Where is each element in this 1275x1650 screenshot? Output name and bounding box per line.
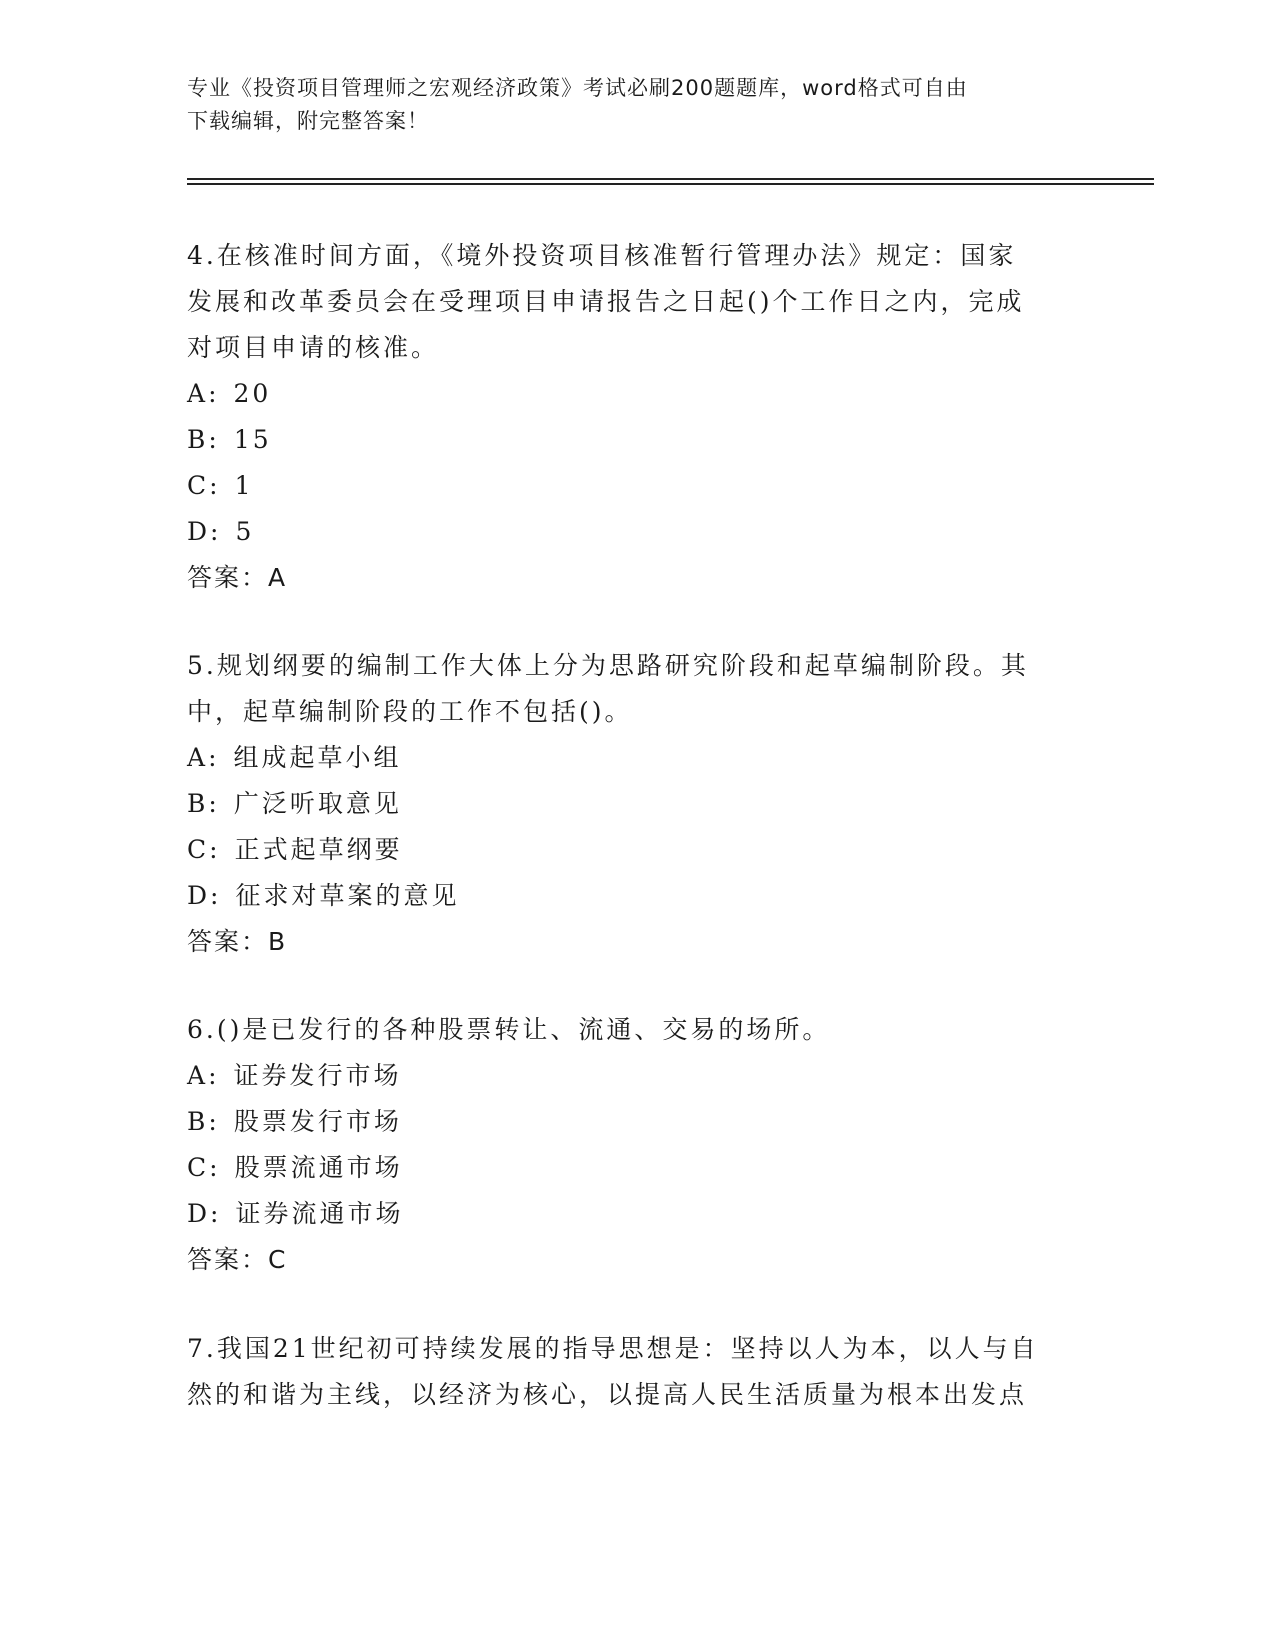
answer-line: 答案：A bbox=[187, 563, 288, 592]
option-key: C bbox=[187, 835, 210, 864]
answer-line: 答案：B bbox=[187, 927, 288, 956]
question-stem-line: 7.我国21世纪初可持续发展的指导思想是：坚持以人为本，以人与自 bbox=[187, 1334, 1039, 1363]
option-key: D bbox=[187, 1199, 211, 1228]
option-c: C: 股票流通市场 bbox=[187, 1145, 1077, 1191]
option-b: B: 广泛听取意见 bbox=[187, 781, 1077, 827]
option-text: 股票流通市场 bbox=[234, 1153, 403, 1182]
option-key: A bbox=[187, 379, 209, 408]
option-text: 5 bbox=[235, 517, 255, 546]
question-6 bbox=[187, 1007, 1077, 1283]
question-stem bbox=[187, 643, 1077, 735]
option-a: A: 证券发行市场 bbox=[187, 1053, 1077, 1099]
option-b: B: 15 bbox=[187, 417, 1077, 463]
option-b: B: 股票发行市场 bbox=[187, 1099, 1077, 1145]
option-key: A bbox=[187, 1061, 209, 1090]
question-stem-line: 4.在核准时间方面，《境外投资项目核准暂行管理办法》规定：国家 bbox=[187, 241, 1017, 270]
option-text: 组成起草小组 bbox=[233, 743, 402, 772]
document-header bbox=[187, 72, 1087, 138]
option-text: 征求对草案的意见 bbox=[235, 881, 460, 910]
option-d: D: 征求对草案的意见 bbox=[187, 873, 1077, 919]
question-stem bbox=[187, 1007, 1077, 1053]
question-stem-line: 5.规划纲要的编制工作大体上分为思路研究阶段和起草编制阶段。其 bbox=[187, 651, 1029, 680]
option-key: D bbox=[187, 517, 211, 546]
header-divider-bottom bbox=[187, 183, 1154, 185]
question-5 bbox=[187, 643, 1077, 965]
question-stem bbox=[187, 1326, 1077, 1418]
option-text: 证券流通市场 bbox=[235, 1199, 404, 1228]
question-stem-line: 然的和谐为主线，以经济为核心，以提高人民生活质量为根本出发点 bbox=[187, 1380, 1028, 1409]
option-text: 15 bbox=[233, 425, 272, 454]
question-7 bbox=[187, 1326, 1077, 1418]
question-stem bbox=[187, 233, 1077, 371]
option-text: 广泛听取意见 bbox=[233, 789, 402, 818]
option-c: C: 1 bbox=[187, 463, 1077, 509]
answer-line: 答案：C bbox=[187, 1245, 288, 1274]
option-a: A: 20 bbox=[187, 371, 1077, 417]
option-text: 股票发行市场 bbox=[233, 1107, 402, 1136]
header-line-1: 专业《投资项目管理师之宏观经济政策》考试必刷200题题库，word格式可自由 bbox=[187, 76, 968, 100]
option-a: A: 组成起草小组 bbox=[187, 735, 1077, 781]
question-stem-line: 中，起草编制阶段的工作不包括()。 bbox=[187, 697, 633, 726]
option-text: 1 bbox=[234, 471, 254, 500]
option-key: B bbox=[187, 425, 209, 454]
option-key: D bbox=[187, 881, 211, 910]
option-text: 20 bbox=[233, 379, 272, 408]
header-divider-top bbox=[187, 178, 1154, 180]
option-key: B bbox=[187, 789, 209, 818]
question-stem-line: 6.()是已发行的各种股票转让、流通、交易的场所。 bbox=[187, 1015, 831, 1044]
option-text: 证券发行市场 bbox=[233, 1061, 402, 1090]
option-c: C: 正式起草纲要 bbox=[187, 827, 1077, 873]
header-line-2: 下载编辑，附完整答案！ bbox=[187, 109, 429, 133]
question-stem-line: 发展和改革委员会在受理项目申请报告之日起()个工作日之内，完成 bbox=[187, 287, 1025, 316]
option-d: D: 5 bbox=[187, 509, 1077, 555]
question-stem-line: 对项目申请的核准。 bbox=[187, 333, 440, 362]
option-key: A bbox=[187, 743, 209, 772]
question-4 bbox=[187, 233, 1077, 601]
option-key: C bbox=[187, 471, 210, 500]
option-d: D: 证券流通市场 bbox=[187, 1191, 1077, 1237]
option-text: 正式起草纲要 bbox=[234, 835, 403, 864]
option-key: B bbox=[187, 1107, 209, 1136]
option-key: C bbox=[187, 1153, 210, 1182]
